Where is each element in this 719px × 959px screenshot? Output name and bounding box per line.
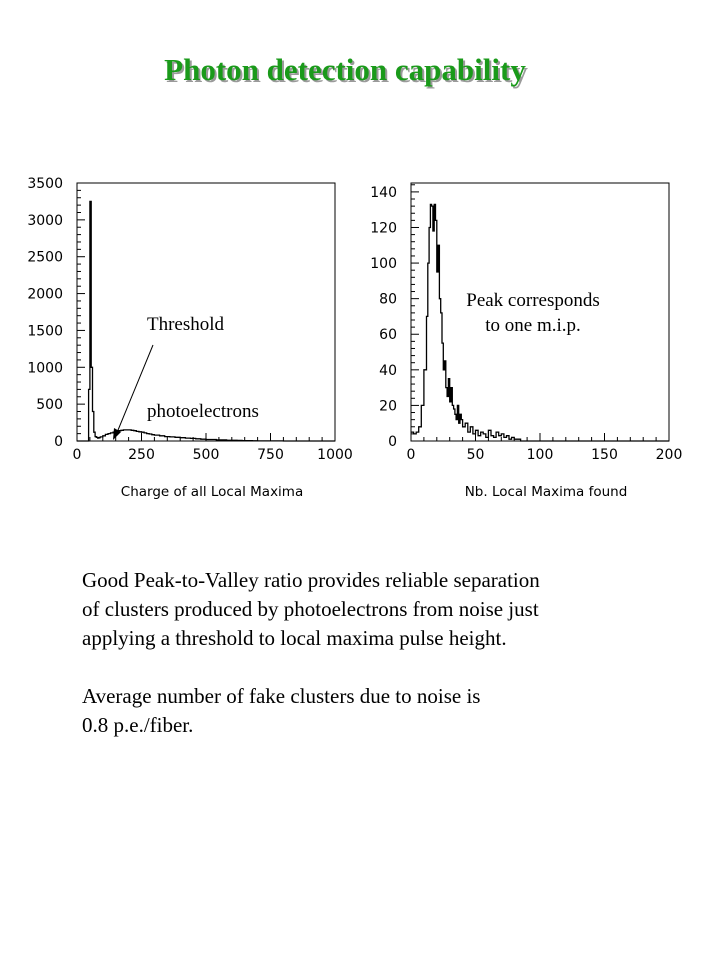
x-tick-label: 0 — [406, 447, 416, 463]
paragraph-line: applying a threshold to local maxima pulse height. — [82, 626, 507, 650]
x-tick-label: 50 — [466, 447, 485, 463]
y-tick-label: 140 — [370, 184, 397, 201]
x-tick-label: 200 — [655, 447, 683, 463]
annotation-text: Peak corresponds — [466, 290, 600, 311]
y-tick-label: 100 — [370, 256, 397, 273]
y-tick-label: 3500 — [27, 176, 63, 192]
y-tick-label: 0 — [388, 434, 397, 450]
x-tick-label: 1000 — [317, 447, 353, 463]
y-tick-label: 120 — [370, 220, 397, 237]
threshold-arrowhead — [113, 428, 121, 440]
page-title: Photon detection capability — [164, 52, 526, 87]
annotation-text: to one m.i.p. — [485, 315, 581, 336]
x-axis-label: Nb. Local Maxima found — [464, 484, 628, 500]
y-tick-label: 2000 — [27, 286, 63, 303]
y-tick-label: 0 — [54, 434, 63, 450]
paragraph-line: of clusters produced by photoelectrons from noise just — [82, 597, 539, 621]
y-tick-label: 500 — [36, 397, 63, 414]
paragraph-line: Average number of fake clusters due to noise is — [82, 684, 481, 708]
y-tick-label: 20 — [379, 398, 397, 415]
x-tick-label: 500 — [192, 447, 220, 463]
x-tick-label: 250 — [128, 447, 155, 463]
annotation-text: photoelectrons — [147, 401, 259, 422]
paragraph-fake-clusters — [82, 682, 480, 740]
y-tick-label: 3000 — [27, 212, 63, 229]
x-axis-label: Charge of all Local Maxima — [120, 484, 304, 500]
annotation-text: Threshold — [147, 314, 225, 335]
y-tick-label: 40 — [379, 362, 397, 379]
paragraph-line: 0.8 p.e./fiber. — [82, 713, 194, 737]
x-tick-label: 0 — [72, 447, 82, 463]
y-tick-label: 60 — [379, 327, 397, 344]
y-tick-label: 1000 — [27, 360, 63, 377]
x-tick-label: 100 — [526, 447, 554, 463]
x-tick-label: 750 — [257, 447, 284, 463]
paragraph-line: Good Peak-to-Valley ratio provides reliable separation — [82, 568, 540, 592]
paragraph-peak-valley — [82, 566, 540, 653]
y-tick-label: 1500 — [27, 323, 63, 340]
y-tick-label: 80 — [379, 291, 397, 308]
x-tick-label: 150 — [591, 447, 618, 463]
y-tick-label: 2500 — [27, 249, 63, 266]
